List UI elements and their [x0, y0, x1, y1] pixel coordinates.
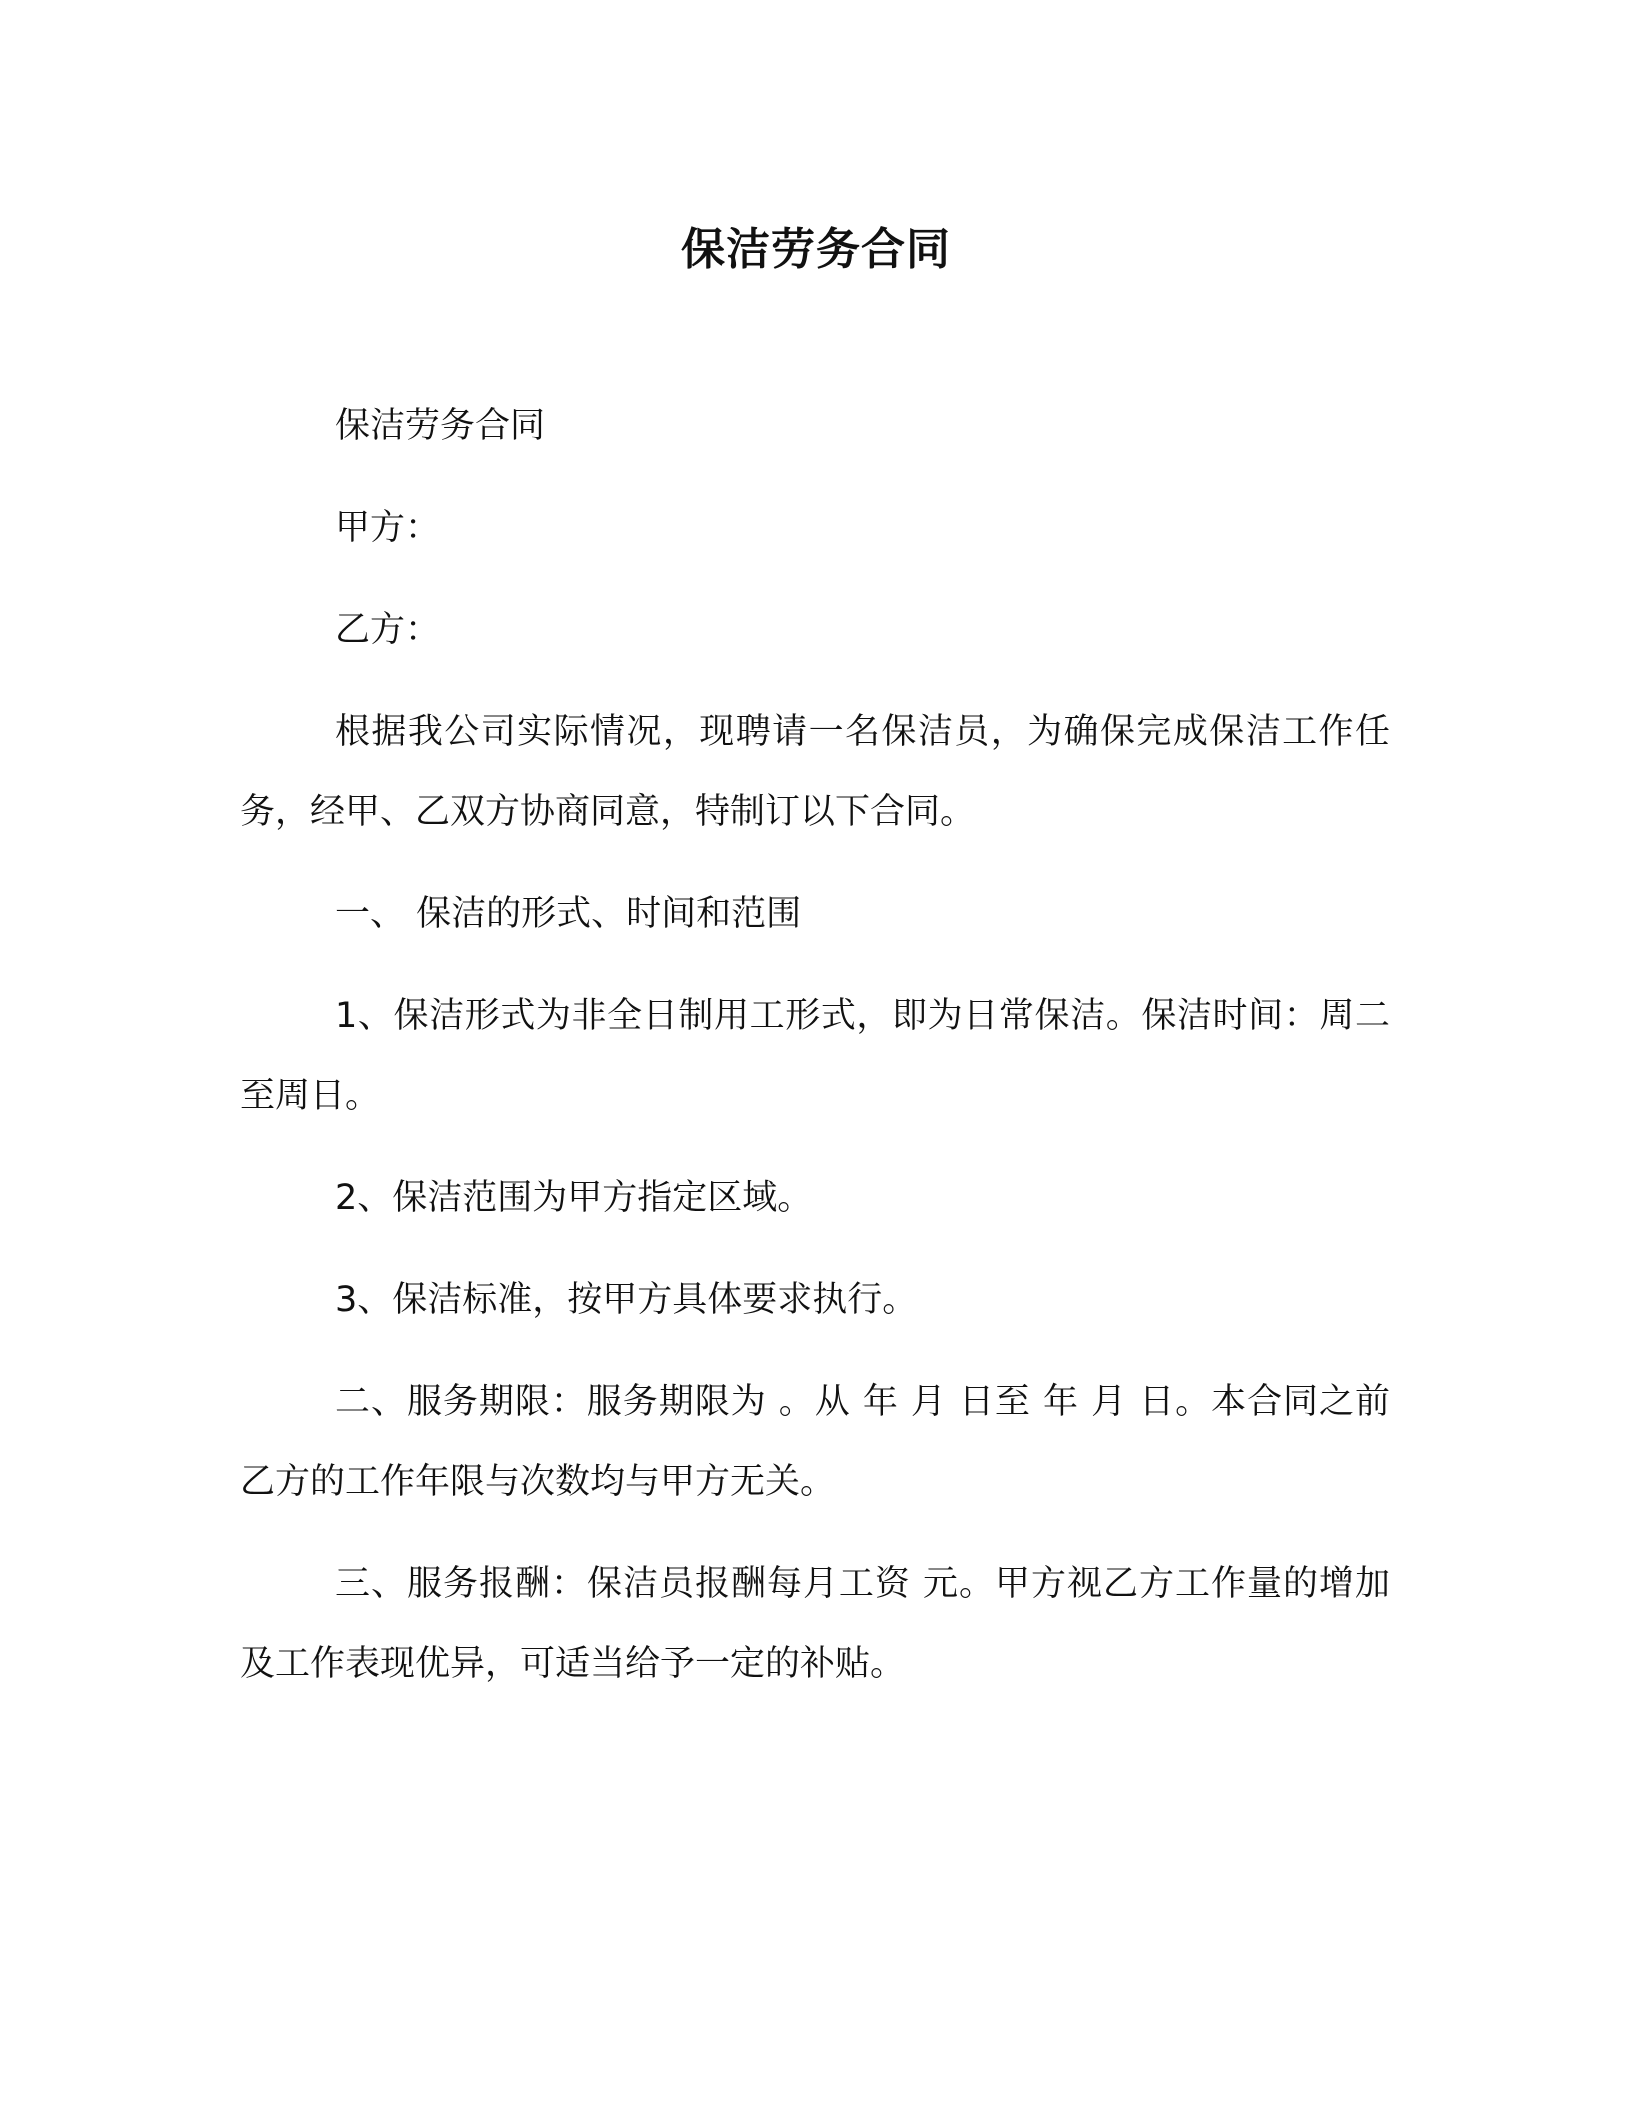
paragraph-clause-3: 3、保洁标准，按甲方具体要求执行。 — [335, 1280, 918, 1320]
document-title: 保洁劳务合同 — [681, 224, 951, 275]
paragraph-heading: 保洁劳务合同 — [335, 406, 546, 446]
paragraph-section-3: 三、服务报酬：保洁员报酬每月工资 元。甲方视乙方工作量的增加及工作表现优异，可适当给予一定的补贴。 — [240, 1564, 1390, 1684]
paragraph-section-1-title: 一、 保洁的形式、时间和范围 — [335, 894, 802, 934]
paragraph-party-b: 乙方： — [335, 610, 441, 650]
paragraph-preamble: 根据我公司实际情况，现聘请一名保洁员，为确保完成保洁工作任务，经甲、乙双方协商同意，特制订以下合同。 — [240, 712, 1390, 832]
paragraph-clause-1: 1、保洁形式为非全日制用工形式，即为日常保洁。保洁时间：周二至周日。 — [240, 996, 1390, 1116]
paragraph-section-2: 二、服务期限：服务期限为 。从 年 月 日至 年 月 日。本合同之前乙方的工作年限与次数均与甲方无关。 — [240, 1382, 1390, 1502]
document-body — [240, 386, 1390, 1726]
paragraph-clause-2: 2、保洁范围为甲方指定区域。 — [335, 1178, 813, 1218]
paragraph-party-a: 甲方： — [335, 508, 441, 548]
